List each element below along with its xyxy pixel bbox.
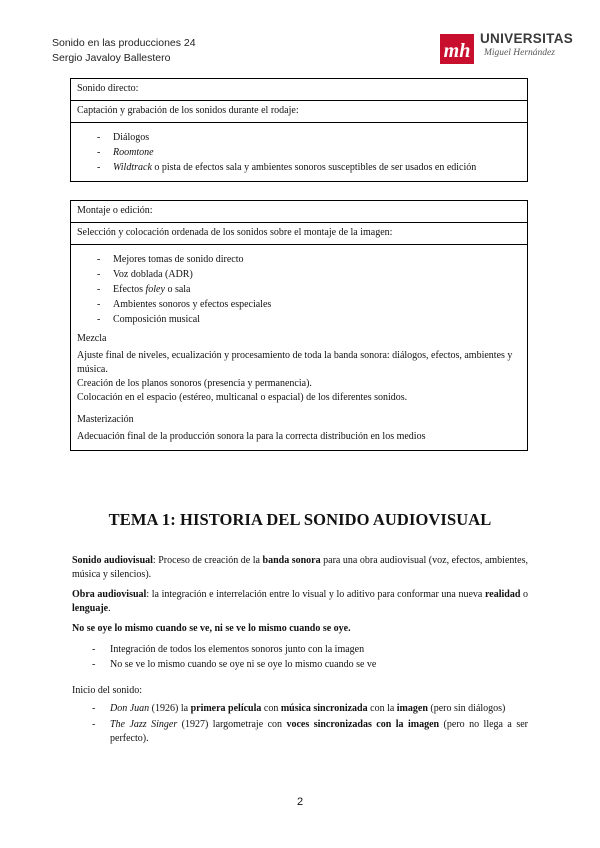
university-logo [440,30,574,66]
montaje-list [77,252,522,327]
list-item: - Composición musical [97,312,522,327]
definition-obra-audiovisual: Obra audiovisual: la integración e interrelación entre lo visual y lo aditivo para conformar una nueva realidad o lenguaje. [72,589,529,614]
sonido-directo-list [77,130,522,175]
logo-sub-text: Miguel Hernández [484,48,555,58]
list-item: - Ambientes sonoros y efectos especiales [97,297,522,312]
box-title: Sonido directo: [71,79,527,101]
section-title: TEMA 1: HISTORIA DEL SONIDO AUDIOVISUAL [108,510,492,529]
header-course: Sonido en las producciones 24 [52,37,196,49]
mezcla-line: Colocación en el espacio (estéreo, multicanal o espacial) de los diferentes sonidos. [77,392,408,403]
list-item: - Wildtrack o pista de efectos sala y ambientes sonoros susceptibles de ser usados en edición [97,160,522,175]
box-description: Captación y grabación de los sonidos durante el rodaje: [71,101,527,123]
list-item: - The Jazz Singer (1927) largometraje con voces sincronizadas con la imagen (pero no llega a ser perfecto). [92,718,528,746]
running-header [52,36,196,66]
box-description: Selección y colocación ordenada de los sonidos sobre el montaje de la imagen: [71,223,527,245]
list-item: - Diálogos [97,130,522,145]
masterizacion-text: Adecuación final de la producción sonora la para la correcta distribución en los medios [77,431,426,442]
integration-list [72,642,528,672]
header-author: Sergio Javaloy Ballestero [52,52,171,64]
list-item: - Voz doblada (ADR) [97,267,522,282]
list-item: - Mejores tomas de sonido directo [97,252,522,267]
logo-brand-text: UNIVERSITAS [480,31,574,46]
list-item: - No se ve lo mismo cuando se oye ni se oye lo mismo cuando se ve [92,657,528,672]
list-item: - Don Juan (1926) la primera película con música sincronizada con la imagen (pero sin diálogos) [92,702,528,716]
page-number: 2 [296,796,304,808]
body-text [72,554,528,754]
montaje-box [70,200,528,451]
list-item: - Integración de todos los elementos sonoros junto con la imagen [92,642,528,657]
box-content-row [71,245,527,450]
key-statement: No se oye lo mismo cuando se ve, ni se ve lo mismo cuando se oye. [72,623,351,634]
box-list-row [71,123,527,181]
sonido-directo-box [70,78,528,182]
svg-text:mh: mh [443,40,471,62]
inicio-list [72,702,528,746]
definition-sonido-audiovisual: Sonido audiovisual: Proceso de creación de la banda sonora para una obra audiovisual (voz, efectos, ambientes, música y silencios). [72,555,528,580]
umh-logo-mark-icon [440,30,476,66]
mezcla-line: Ajuste final de niveles, ecualización y procesamiento de toda la banda sonora: diálogos, efectos, ambientes y música. [77,350,513,375]
mezcla-line: Creación de los planos sonoros (presencia y permanencia). [77,378,312,389]
box-title: Montaje o edición: [71,201,527,223]
list-item: - Roomtone [97,145,522,160]
mezcla-heading: Mezcla [77,333,107,344]
masterizacion-heading: Masterización [77,414,134,425]
list-item: - Efectos foley o sala [97,282,522,297]
inicio-heading: Inicio del sonido: [72,685,142,696]
